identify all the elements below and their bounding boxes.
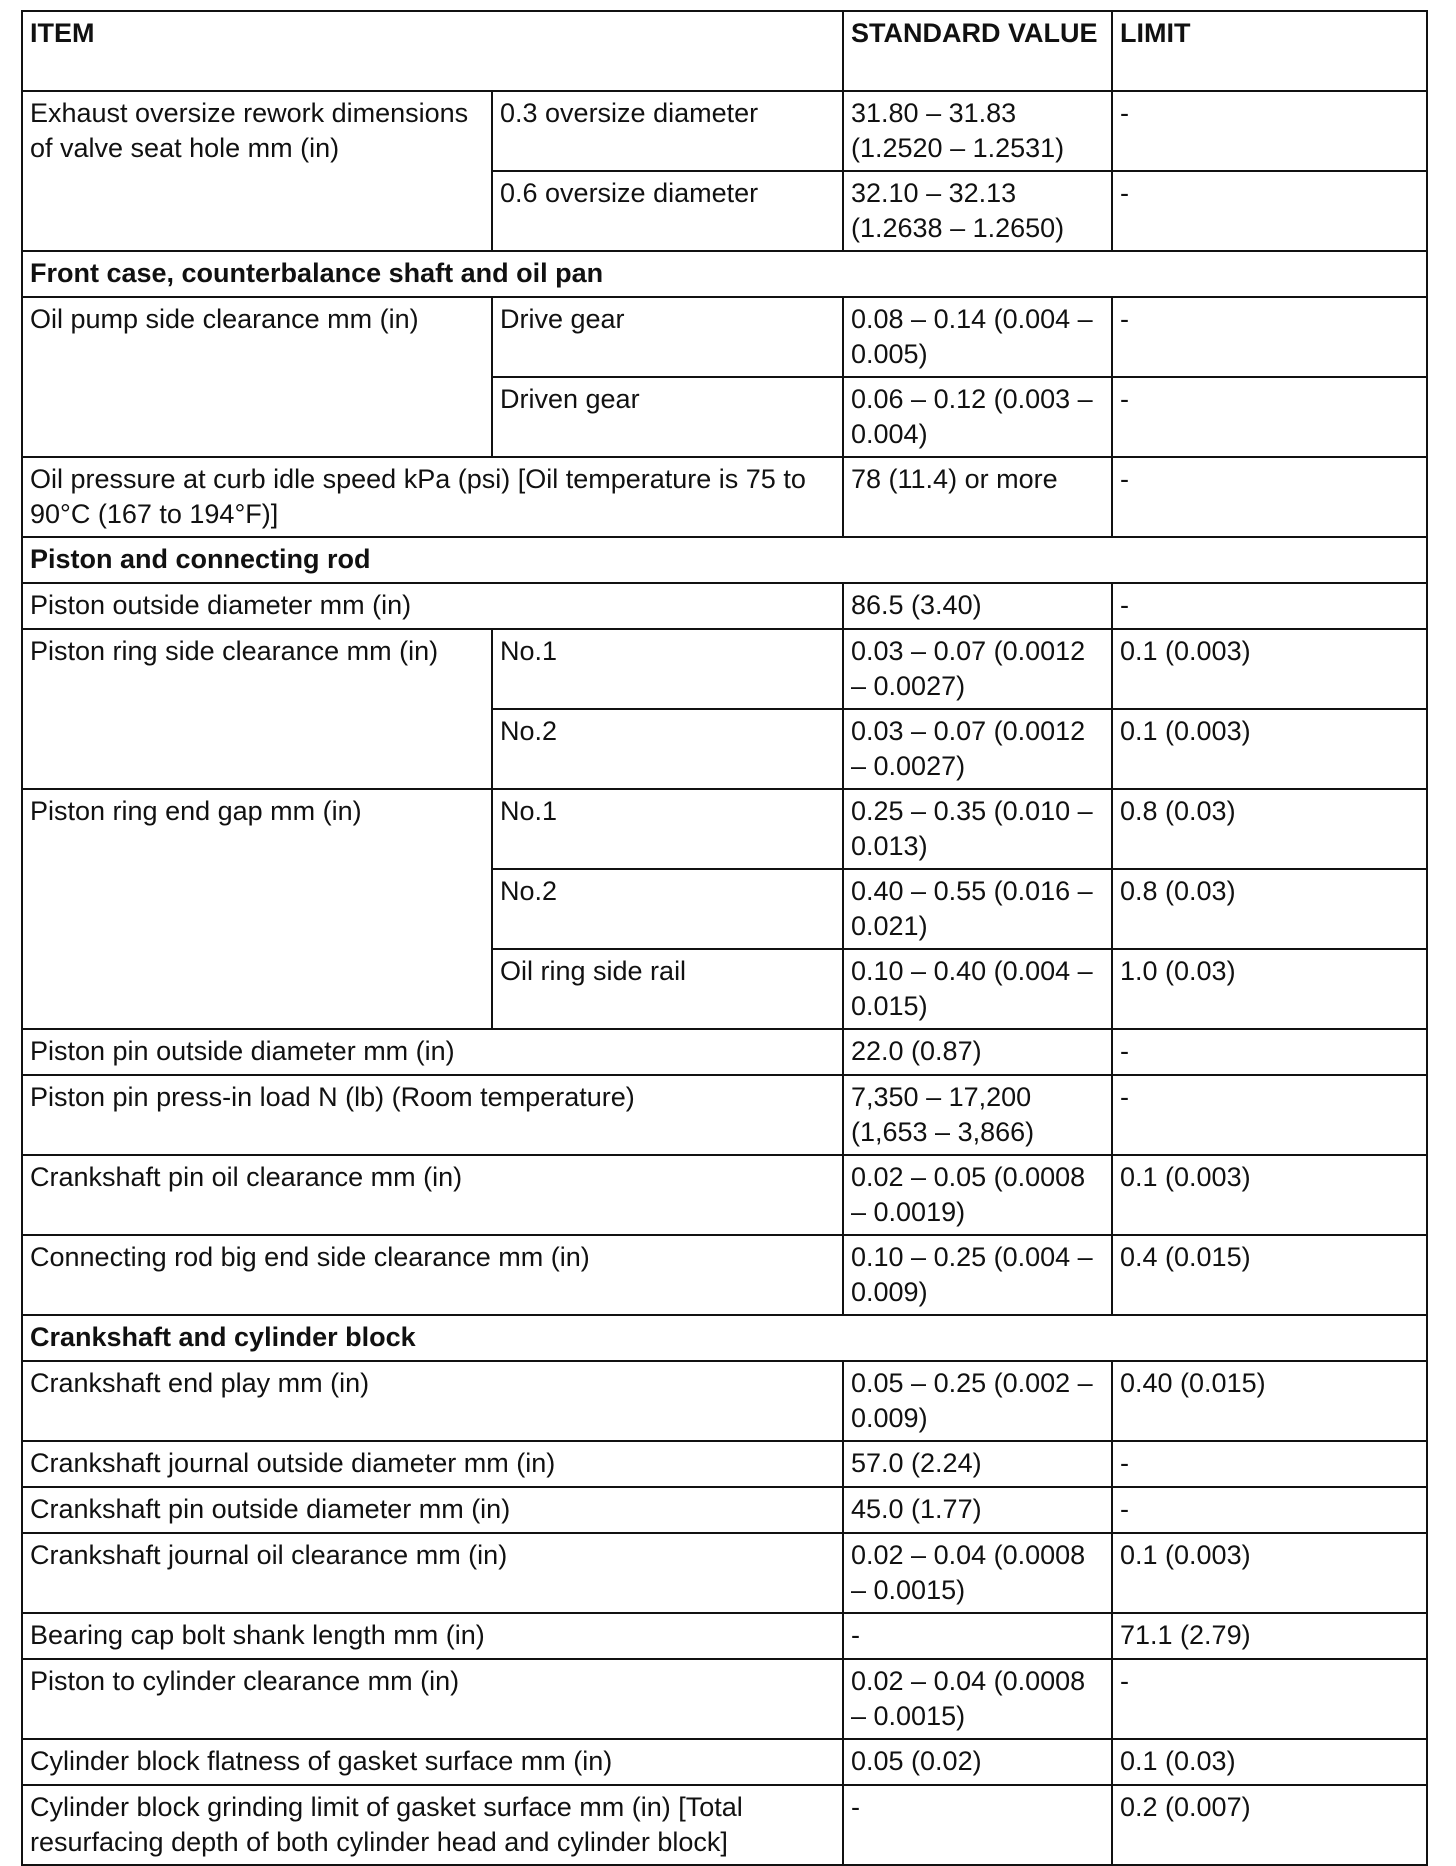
sub-item-cell: Drive gear (492, 297, 843, 377)
table-row (22, 1441, 1427, 1487)
standard-value-cell: 0.40 – 0.55 (0.016 – 0.021) (843, 869, 1112, 949)
limit-cell: - (1112, 1029, 1427, 1075)
header-limit: LIMIT (1112, 11, 1427, 91)
table-row (22, 1613, 1427, 1659)
item-cell: Piston to cylinder clearance mm (in) (22, 1659, 843, 1739)
limit-cell: 0.2 (0.007) (1112, 1785, 1427, 1865)
standard-value-cell: 0.02 – 0.04 (0.0008 – 0.0015) (843, 1659, 1112, 1739)
standard-value-cell: 0.08 – 0.14 (0.004 – 0.005) (843, 297, 1112, 377)
header-item: ITEM (22, 11, 843, 91)
standard-value-cell: 45.0 (1.77) (843, 1487, 1112, 1533)
item-cell: Cylinder block flatness of gasket surface mm (in) (22, 1739, 843, 1785)
spec-table (21, 10, 1428, 1866)
item-cell: Piston ring side clearance mm (in) (22, 629, 492, 789)
item-cell: Crankshaft journal oil clearance mm (in) (22, 1533, 843, 1613)
standard-value-cell: 0.03 – 0.07 (0.0012 – 0.0027) (843, 629, 1112, 709)
standard-value-cell: - (843, 1785, 1112, 1865)
sub-item-cell: Oil ring side rail (492, 949, 843, 1029)
item-cell: Bearing cap bolt shank length mm (in) (22, 1613, 843, 1659)
limit-cell: 0.8 (0.03) (1112, 869, 1427, 949)
standard-value-cell: 0.02 – 0.05 (0.0008 – 0.0019) (843, 1155, 1112, 1235)
limit-cell: 0.1 (0.003) (1112, 1533, 1427, 1613)
limit-cell: - (1112, 171, 1427, 251)
section-row (22, 1315, 1427, 1361)
sub-item-cell: No.2 (492, 869, 843, 949)
standard-value-cell: - (843, 1613, 1112, 1659)
limit-cell: - (1112, 583, 1427, 629)
limit-cell: - (1112, 377, 1427, 457)
section-heading: Piston and connecting rod (22, 537, 1427, 583)
table-row (22, 629, 1427, 709)
standard-value-cell: 57.0 (2.24) (843, 1441, 1112, 1487)
limit-cell: - (1112, 1441, 1427, 1487)
table-row (22, 91, 1427, 171)
item-cell: Oil pump side clearance mm (in) (22, 297, 492, 457)
item-cell: Crankshaft journal outside diameter mm (in) (22, 1441, 843, 1487)
standard-value-cell: 0.10 – 0.25 (0.004 – 0.009) (843, 1235, 1112, 1315)
standard-value-cell: 0.25 – 0.35 (0.010 – 0.013) (843, 789, 1112, 869)
standard-value-cell: 0.10 – 0.40 (0.004 – 0.015) (843, 949, 1112, 1029)
table-row (22, 1075, 1427, 1155)
limit-cell: - (1112, 297, 1427, 377)
standard-value-cell: 7,350 – 17,200 (1,653 – 3,866) (843, 1075, 1112, 1155)
limit-cell: - (1112, 457, 1427, 537)
table-row (22, 583, 1427, 629)
limit-cell: - (1112, 91, 1427, 171)
table-row (22, 1785, 1427, 1865)
item-cell: Piston outside diameter mm (in) (22, 583, 843, 629)
table-row (22, 1029, 1427, 1075)
standard-value-cell: 22.0 (0.87) (843, 1029, 1112, 1075)
item-cell: Oil pressure at curb idle speed kPa (psi) [Oil temperature is 75 to 90°C (167 to 194°F)] (22, 457, 843, 537)
limit-cell: 0.4 (0.015) (1112, 1235, 1427, 1315)
sub-item-cell: No.2 (492, 709, 843, 789)
standard-value-cell: 0.03 – 0.07 (0.0012 – 0.0027) (843, 709, 1112, 789)
limit-cell: 71.1 (2.79) (1112, 1613, 1427, 1659)
sub-item-cell: No.1 (492, 629, 843, 709)
limit-cell: 0.1 (0.003) (1112, 1155, 1427, 1235)
section-row (22, 251, 1427, 297)
table-row (22, 1659, 1427, 1739)
table-row (22, 789, 1427, 869)
limit-cell: - (1112, 1075, 1427, 1155)
item-cell: Crankshaft end play mm (in) (22, 1361, 843, 1441)
table-row (22, 457, 1427, 537)
section-heading: Front case, counterbalance shaft and oil pan (22, 251, 1427, 297)
standard-value-cell: 0.05 – 0.25 (0.002 – 0.009) (843, 1361, 1112, 1441)
item-cell: Piston pin outside diameter mm (in) (22, 1029, 843, 1075)
section-heading: Crankshaft and cylinder block (22, 1315, 1427, 1361)
table-row (22, 297, 1427, 377)
table-row (22, 1533, 1427, 1613)
limit-cell: 0.8 (0.03) (1112, 789, 1427, 869)
sub-item-cell: No.1 (492, 789, 843, 869)
standard-value-cell: 78 (11.4) or more (843, 457, 1112, 537)
item-cell: Piston ring end gap mm (in) (22, 789, 492, 1029)
item-cell: Crankshaft pin oil clearance mm (in) (22, 1155, 843, 1235)
item-cell: Crankshaft pin outside diameter mm (in) (22, 1487, 843, 1533)
limit-cell: 1.0 (0.03) (1112, 949, 1427, 1029)
standard-value-cell: 0.06 – 0.12 (0.003 – 0.004) (843, 377, 1112, 457)
limit-cell: 0.40 (0.015) (1112, 1361, 1427, 1441)
limit-cell: - (1112, 1487, 1427, 1533)
item-cell: Piston pin press-in load N (lb) (Room temperature) (22, 1075, 843, 1155)
table-row (22, 1739, 1427, 1785)
table-row (22, 1235, 1427, 1315)
limit-cell: 0.1 (0.003) (1112, 629, 1427, 709)
item-cell: Connecting rod big end side clearance mm (in) (22, 1235, 843, 1315)
header-row (22, 11, 1427, 91)
limit-cell: - (1112, 1659, 1427, 1739)
item-cell: Cylinder block grinding limit of gasket surface mm (in) [Total resurfacing depth of both cylinder head and cylinder block] (22, 1785, 843, 1865)
item-cell: Exhaust oversize rework dimensions of valve seat hole mm (in) (22, 91, 492, 251)
limit-cell: 0.1 (0.03) (1112, 1739, 1427, 1785)
sub-item-cell: 0.3 oversize diameter (492, 91, 843, 171)
section-row (22, 537, 1427, 583)
limit-cell: 0.1 (0.003) (1112, 709, 1427, 789)
table-row (22, 1361, 1427, 1441)
header-standard-value: STANDARD VALUE (843, 11, 1112, 91)
standard-value-cell: 32.10 – 32.13 (1.2638 – 1.2650) (843, 171, 1112, 251)
standard-value-cell: 31.80 – 31.83 (1.2520 – 1.2531) (843, 91, 1112, 171)
table-row (22, 1155, 1427, 1235)
sub-item-cell: Driven gear (492, 377, 843, 457)
standard-value-cell: 0.05 (0.02) (843, 1739, 1112, 1785)
standard-value-cell: 0.02 – 0.04 (0.0008 – 0.0015) (843, 1533, 1112, 1613)
sub-item-cell: 0.6 oversize diameter (492, 171, 843, 251)
standard-value-cell: 86.5 (3.40) (843, 583, 1112, 629)
table-row (22, 1487, 1427, 1533)
